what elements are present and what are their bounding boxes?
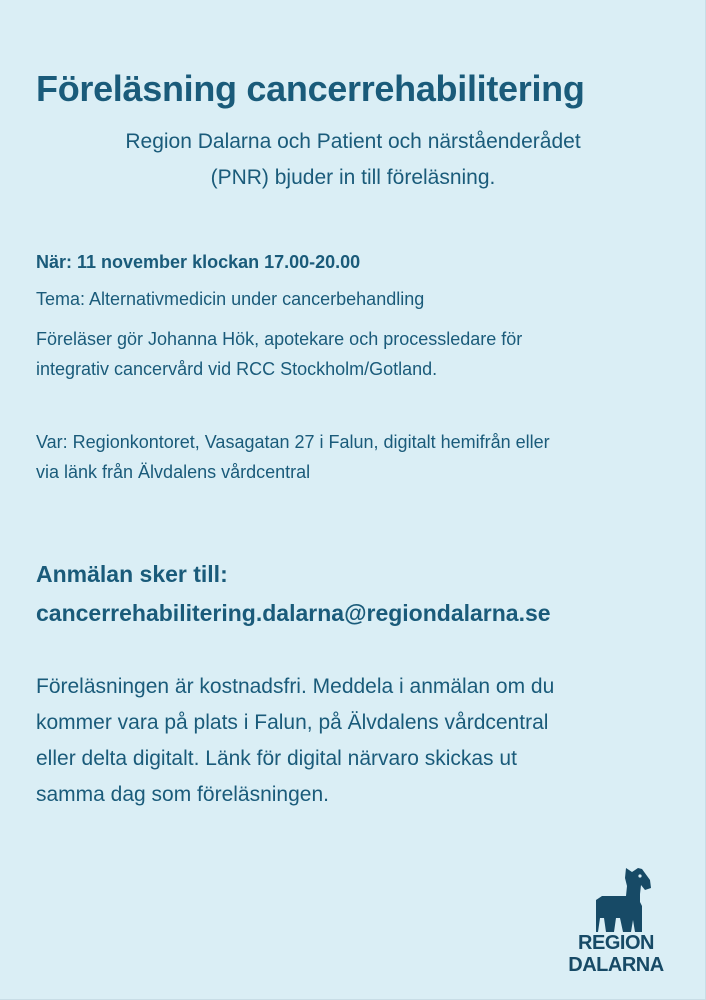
subtitle [0,124,706,196]
subtitle-line: (PNR) bjuder in till föreläsning. [210,166,496,189]
page-title: Föreläsning cancerrehabilitering [36,68,585,109]
info-paragraph [36,669,554,813]
info-line: samma dag som föreläsningen. [36,783,329,806]
location-line: via länk från Älvdalens vårdcentral [36,462,311,482]
lecturer-line: Föreläser gör Johanna Hök, apotekare och processledare för [36,329,523,349]
dala-horse-icon [596,866,654,932]
event-time: När: 11 november klockan 17.00-20.00 [36,252,361,272]
logo-text [556,932,676,976]
signup-heading: Anmälan sker till: [36,561,228,587]
logo-text-line: REGION [578,932,654,954]
event-location [36,427,550,487]
logo-text-line: DALARNA [568,954,664,976]
signup-email[interactable]: cancerrehabilitering.dalarna@regiondalarna.se [36,600,551,626]
region-dalarna-logo [556,866,676,981]
info-line: eller delta digitalt. Länk för digital närvaro skickas ut [36,747,517,770]
location-line: Var: Regionkontoret, Vasagatan 27 i Falun, digitalt hemifrån eller [36,432,550,452]
lecturer-info [36,324,522,384]
event-theme: Tema: Alternativmedicin under cancerbehandling [36,289,425,309]
subtitle-line: Region Dalarna och Patient och närståenderådet [125,130,581,153]
lecturer-line: integrativ cancervård vid RCC Stockholm/Gotland. [36,359,438,379]
info-line: kommer vara på plats i Falun, på Älvdalens vårdcentral [36,711,549,734]
signup-section [36,555,551,633]
info-line: Föreläsningen är kostnadsfri. Meddela i anmälan om du [36,675,555,698]
